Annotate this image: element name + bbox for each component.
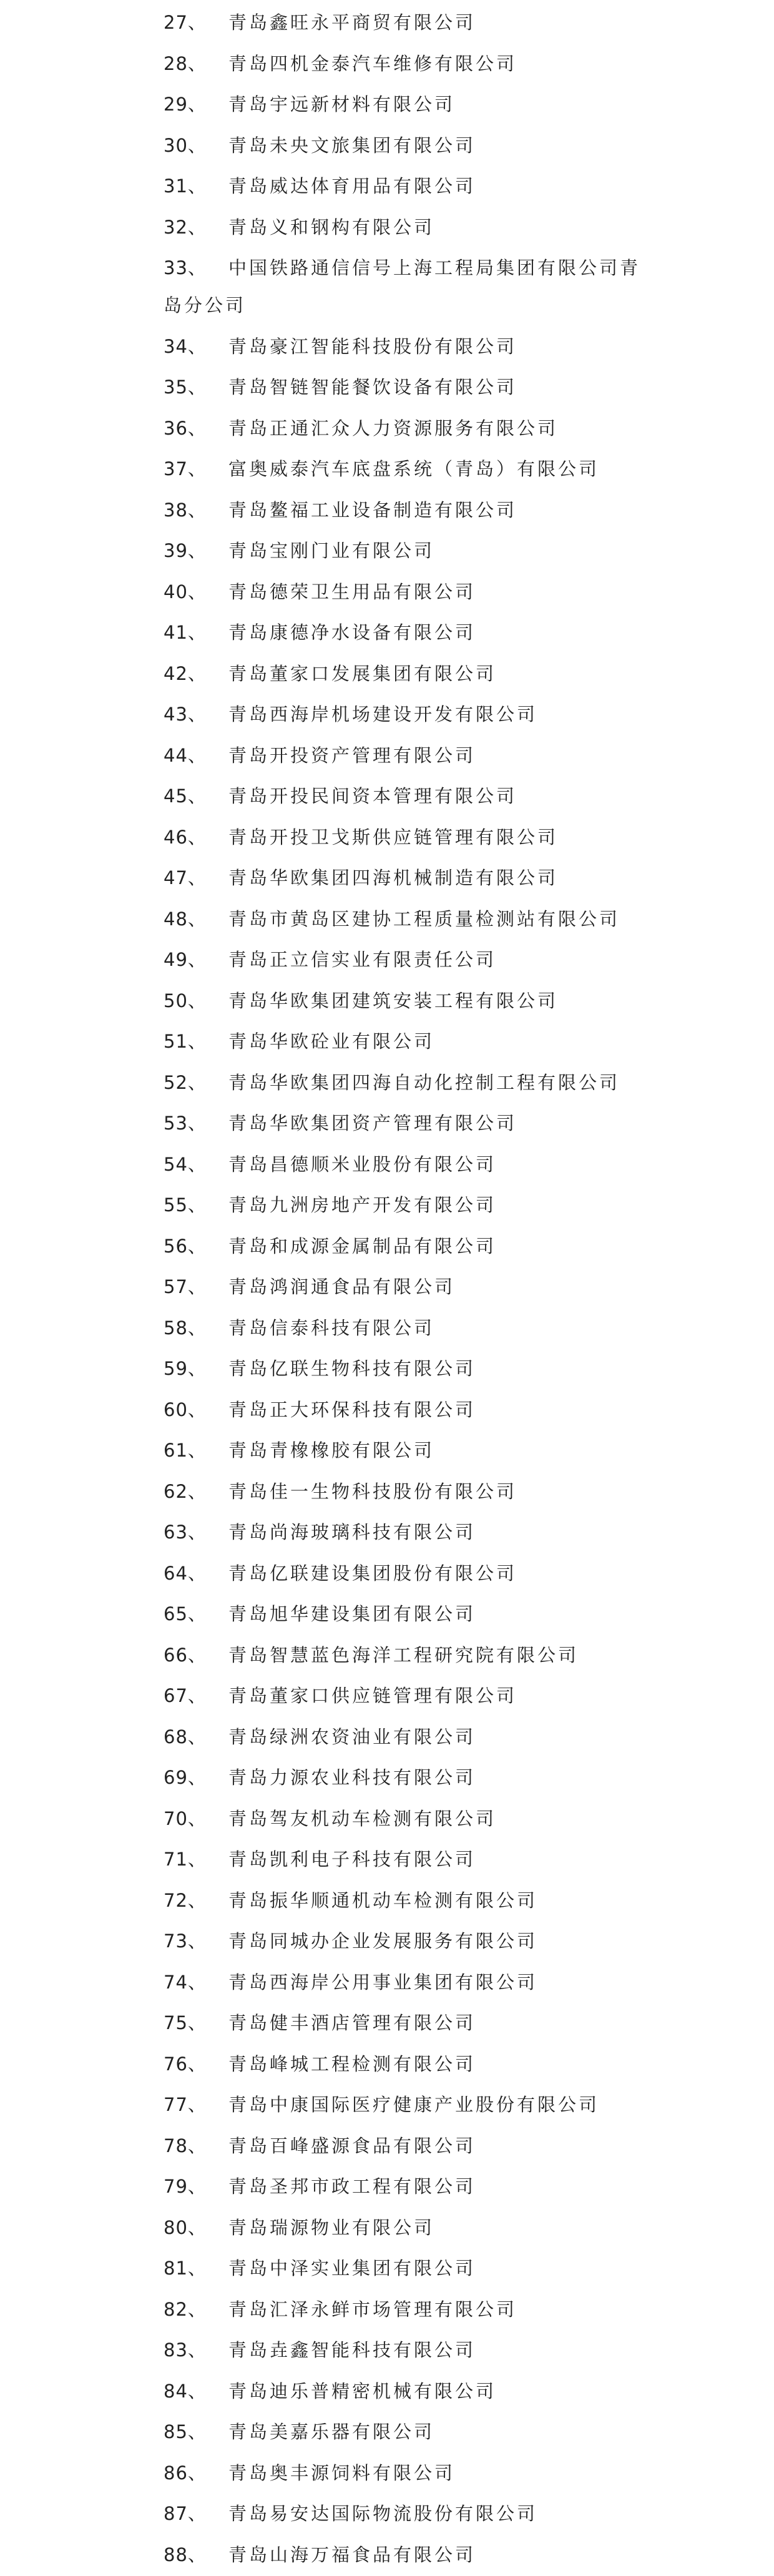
company-name: 青岛未央文旅集团有限公司 [228,134,476,156]
company-name: 青岛威达体育用品有限公司 [228,175,476,197]
item-number: 73、 [164,1930,207,1952]
company-name: 青岛开投资产管理有限公司 [228,744,476,766]
item-number: 83、 [164,2339,207,2361]
company-name: 青岛义和钢构有限公司 [228,216,435,238]
company-name: 青岛迪乐普精密机械有限公司 [228,2380,497,2402]
item-number: 62、 [164,1480,207,1502]
company-name: 青岛奥丰源饲料有限公司 [228,2462,456,2484]
company-name: 青岛康德净水设备有限公司 [228,622,476,643]
item-number: 28、 [164,52,207,74]
company-name: 青岛汇泽永鲜市场管理有限公司 [228,2298,517,2320]
company-name: 青岛尚海玻璃科技有限公司 [228,1522,476,1543]
item-number: 77、 [164,2094,207,2115]
company-name: 青岛华欧集团建筑安装工程有限公司 [228,990,559,1011]
item-number: 56、 [164,1235,207,1257]
company-name: 青岛凯利电子科技有限公司 [228,1849,476,1870]
item-number: 57、 [164,1276,207,1297]
company-name: 青岛佳一生物科技股份有限公司 [228,1480,517,1502]
company-name: 青岛瑞源物业有限公司 [228,2216,435,2238]
company-name: 青岛西海岸公用事业集团有限公司 [228,1971,538,1993]
item-number: 85、 [164,2421,207,2442]
item-number: 51、 [164,1031,207,1052]
company-name: 青岛豪江智能科技股份有限公司 [228,335,517,357]
item-number: 61、 [164,1440,207,1461]
item-number: 76、 [164,2053,207,2075]
item-number: 44、 [164,744,207,766]
item-number: 79、 [164,2176,207,2197]
company-name: 青岛鑫旺永平商贸有限公司 [228,12,476,33]
company-name: 青岛正通汇众人力资源服务有限公司 [228,417,559,439]
item-number: 29、 [164,94,207,115]
item-number: 74、 [164,1971,207,1993]
item-number: 53、 [164,1113,207,1134]
company-name: 青岛昌德顺米业股份有限公司 [228,1153,497,1175]
item-number: 48、 [164,908,207,930]
item-number: 72、 [164,1889,207,1911]
company-name: 青岛百峰盛源食品有限公司 [228,2135,476,2156]
item-number: 35、 [164,376,207,398]
company-name: 青岛华欧砼业有限公司 [228,1031,435,1052]
item-number: 36、 [164,417,207,439]
item-number: 47、 [164,867,207,888]
company-name: 青岛西海岸机场建设开发有限公司 [228,704,538,725]
company-name: 青岛青橡橡胶有限公司 [228,1440,435,1461]
item-number: 80、 [164,2216,207,2238]
item-number: 81、 [164,2258,207,2279]
company-name: 青岛绿洲农资油业有限公司 [228,1726,476,1748]
item-number: 75、 [164,2012,207,2033]
company-name: 青岛九洲房地产开发有限公司 [228,1194,497,1216]
company-name: 青岛董家口供应链管理有限公司 [228,1685,517,1706]
item-number: 86、 [164,2462,207,2484]
item-number: 66、 [164,1644,207,1666]
item-number: 82、 [164,2298,207,2320]
company-name: 青岛鸿润通食品有限公司 [228,1276,456,1297]
company-name: 青岛智慧蓝色海洋工程研究院有限公司 [228,1644,579,1666]
item-number: 78、 [164,2135,207,2156]
company-name: 青岛同城办企业发展服务有限公司 [228,1930,538,1952]
company-name: 青岛健丰酒店管理有限公司 [228,2012,476,2033]
item-number: 68、 [164,1726,207,1748]
company-name: 青岛开投民间资本管理有限公司 [228,785,517,807]
company-name: 青岛亿联建设集团股份有限公司 [228,1562,517,1584]
item-number: 70、 [164,1807,207,1829]
item-number: 69、 [164,1767,207,1788]
company-name: 青岛市黄岛区建协工程质量检测站有限公司 [228,908,620,930]
company-name: 青岛华欧集团资产管理有限公司 [228,1113,517,1134]
item-number: 67、 [164,1685,207,1706]
company-name-continuation: 岛分公司 [164,295,247,316]
item-number: 27、 [164,12,207,33]
item-number: 60、 [164,1399,207,1420]
company-name: 青岛鳌福工业设备制造有限公司 [228,499,517,521]
item-number: 37、 [164,458,207,479]
item-number: 59、 [164,1358,207,1379]
item-number: 58、 [164,1317,207,1339]
item-number: 33、 [164,257,207,278]
company-name: 青岛正立信实业有限责任公司 [228,949,497,970]
company-name: 青岛圣邦市政工程有限公司 [228,2176,476,2197]
company-name: 青岛美嘉乐器有限公司 [228,2421,435,2442]
company-name: 富奥威泰汽车底盘系统（青岛）有限公司 [228,458,600,479]
item-number: 88、 [164,2544,207,2565]
company-name: 中国铁路通信信号上海工程局集团有限公司青 [228,257,641,278]
company-name: 青岛开投卫戈斯供应链管理有限公司 [228,826,559,848]
item-number: 55、 [164,1194,207,1216]
item-number: 43、 [164,704,207,725]
company-name: 青岛山海万福食品有限公司 [228,2544,476,2565]
company-name: 青岛峰城工程检测有限公司 [228,2053,476,2075]
company-name: 青岛旭华建设集团有限公司 [228,1603,476,1625]
item-number: 41、 [164,622,207,643]
item-number: 54、 [164,1153,207,1175]
company-name: 青岛易安达国际物流股份有限公司 [228,2503,538,2524]
item-number: 39、 [164,540,207,561]
item-number: 40、 [164,581,207,602]
company-name: 青岛正大环保科技有限公司 [228,1399,476,1420]
item-number: 63、 [164,1522,207,1543]
item-number: 30、 [164,134,207,156]
item-number: 42、 [164,662,207,684]
item-number: 38、 [164,499,207,521]
company-name: 青岛亿联生物科技有限公司 [228,1358,476,1379]
company-name: 青岛垚鑫智能科技有限公司 [228,2339,476,2361]
item-number: 34、 [164,335,207,357]
item-number: 87、 [164,2503,207,2524]
company-name: 青岛华欧集团四海机械制造有限公司 [228,867,559,888]
company-name: 青岛宇远新材料有限公司 [228,94,456,115]
company-name: 青岛和成源金属制品有限公司 [228,1235,497,1257]
item-number: 46、 [164,826,207,848]
item-number: 52、 [164,1071,207,1093]
company-name: 青岛振华顺通机动车检测有限公司 [228,1889,538,1911]
company-name: 青岛德荣卫生用品有限公司 [228,581,476,602]
company-name: 青岛智链智能餐饮设备有限公司 [228,376,517,398]
company-name: 青岛四机金泰汽车维修有限公司 [228,52,517,74]
company-name: 青岛董家口发展集团有限公司 [228,662,497,684]
company-name: 青岛中泽实业集团有限公司 [228,2258,476,2279]
item-number: 84、 [164,2380,207,2402]
item-number: 50、 [164,990,207,1011]
item-number: 49、 [164,949,207,970]
company-name: 青岛力源农业科技有限公司 [228,1767,476,1788]
company-name: 青岛驾友机动车检测有限公司 [228,1807,497,1829]
item-number: 45、 [164,785,207,807]
company-name: 青岛宝刚门业有限公司 [228,540,435,561]
item-number: 71、 [164,1849,207,1870]
item-number: 65、 [164,1603,207,1625]
item-number: 31、 [164,175,207,197]
company-name: 青岛信泰科技有限公司 [228,1317,435,1339]
company-name: 青岛华欧集团四海自动化控制工程有限公司 [228,1071,620,1093]
company-name: 青岛中康国际医疗健康产业股份有限公司 [228,2094,600,2115]
item-number: 32、 [164,216,207,238]
item-number: 64、 [164,1562,207,1584]
